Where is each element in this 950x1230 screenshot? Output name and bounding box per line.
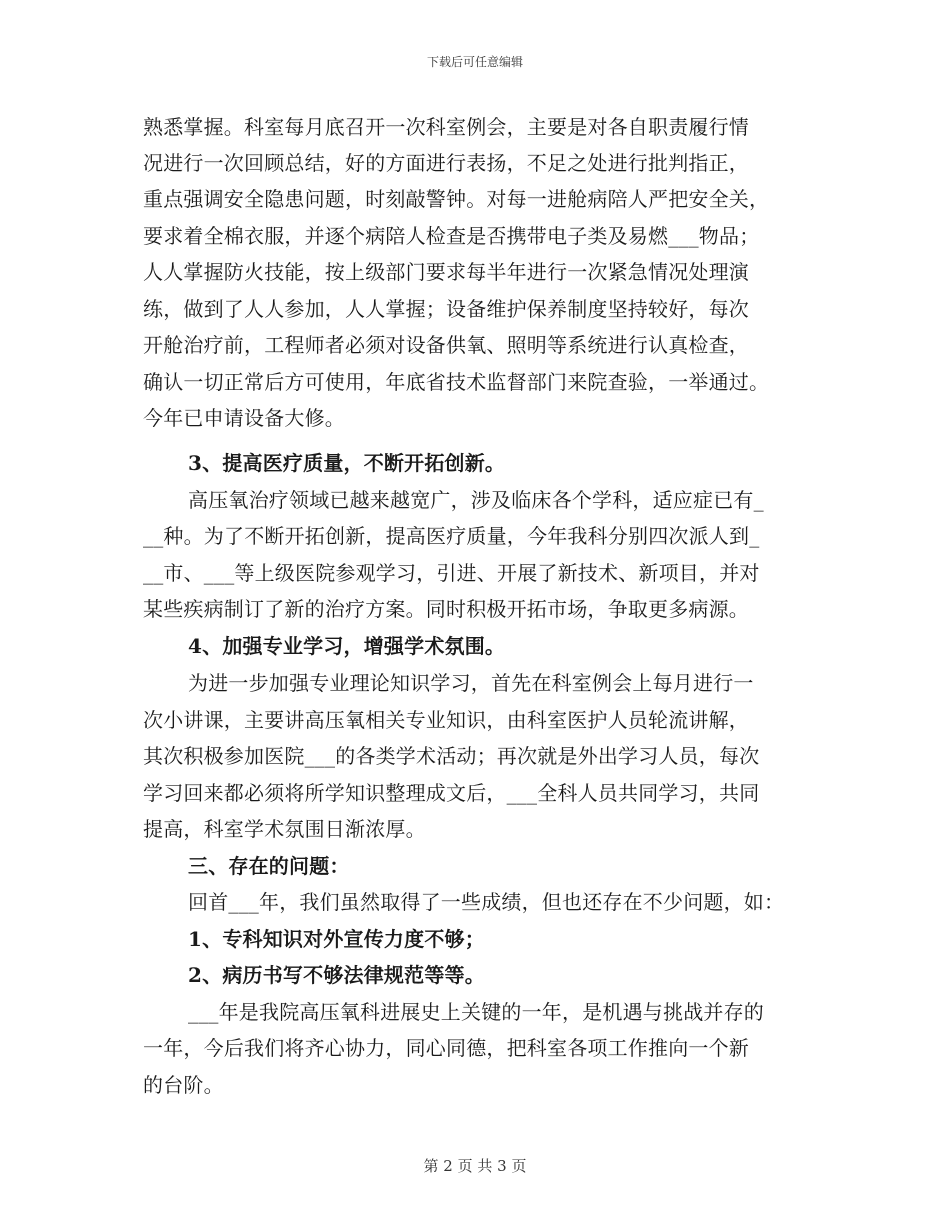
body-line: 某些疾病制订了新的治疗方案。同时积极开拓市场，争取更多病源。 — [143, 597, 749, 621]
body-line: 练，做到了人人参加，人人掌握；设备维护保养制度坚持较好，每次 — [143, 297, 749, 321]
body-line: 学习回来都必须将所学知识整理成文后，___全科人员共同学习，共同 — [143, 781, 760, 805]
body-line: 要求着全棉衣服，并逐个病陪人检查是否携带电子类及易燃___物品； — [143, 224, 760, 248]
body-line: 人人掌握防火技能，按上级部门要求每半年进行一次紧急情况处理演 — [143, 260, 749, 284]
problem-item-1: 1、专科知识对外宣传力度不够； — [188, 927, 485, 951]
problem-item-2: 2、病历书写不够法律规范等等。 — [188, 963, 485, 987]
body-line: 为进一步加强专业理论知识学习，首先在科室例会上每月进行一 — [188, 671, 754, 695]
body-line: 重点强调安全隐患问题，时刻敲警钟。对每一进舱病陪人严把安全关， — [143, 187, 770, 211]
body-line: 开舱治疗前，工程师者必须对设备供氧、照明等系统进行认真检查， — [143, 333, 749, 357]
body-line: 熟悉掌握。科室每月底召开一次科室例会，主要是对各自职责履行情 — [143, 115, 749, 139]
body-line: 次小讲课，主要讲高压氧相关专业知识，由科室医护人员轮流讲解， — [143, 708, 749, 732]
body-line: 一年，今后我们将齐心协力，同心同德，把科室各项工作推向一个新 — [143, 1036, 749, 1060]
body-line: 今年已申请设备大修。 — [143, 406, 345, 430]
body-line: 的台阶。 — [143, 1073, 224, 1097]
body-line: 提高，科室学术氛围日渐浓厚。 — [143, 817, 426, 841]
section-heading-4: 4、加强专业学习，增强学术氛围。 — [188, 634, 506, 658]
body-line: 回首___年，我们虽然取得了一些成绩，但也还存在不少问题，如： — [188, 890, 785, 914]
body-line: 其次积极参加医院___的各类学术活动；再次就是外出学习人员，每次 — [143, 744, 760, 768]
body-line: 确认一切正常后方可使用，年底省技术监督部门来院查验，一举通过。 — [143, 370, 770, 394]
body-line: 况进行一次回顾总结，好的方面进行表扬，不足之处进行批判指正， — [143, 151, 749, 175]
body-line: __市、___等上级医院参观学习，引进、开展了新技术、新项目，并对 — [143, 561, 760, 585]
body-line: ___年是我院高压氧科进展史上关键的一年，是机遇与挑战并存的 — [188, 1000, 764, 1024]
page-header: 下载后可任意编辑 — [426, 55, 523, 69]
body-line: __种。为了不断开拓创新，提高医疗质量，今年我科分别四次派人到_ — [143, 524, 760, 548]
body-line: 高压氧治疗领域已越来越宽广，涉及临床各个学科，适应症已有_ — [188, 488, 764, 512]
section-heading-problems: 三、存在的问题： — [188, 854, 350, 878]
section-heading-3: 3、提高医疗质量，不断开拓创新。 — [188, 451, 506, 475]
page-number: 第 2 页 共 3 页 — [423, 1157, 527, 1175]
